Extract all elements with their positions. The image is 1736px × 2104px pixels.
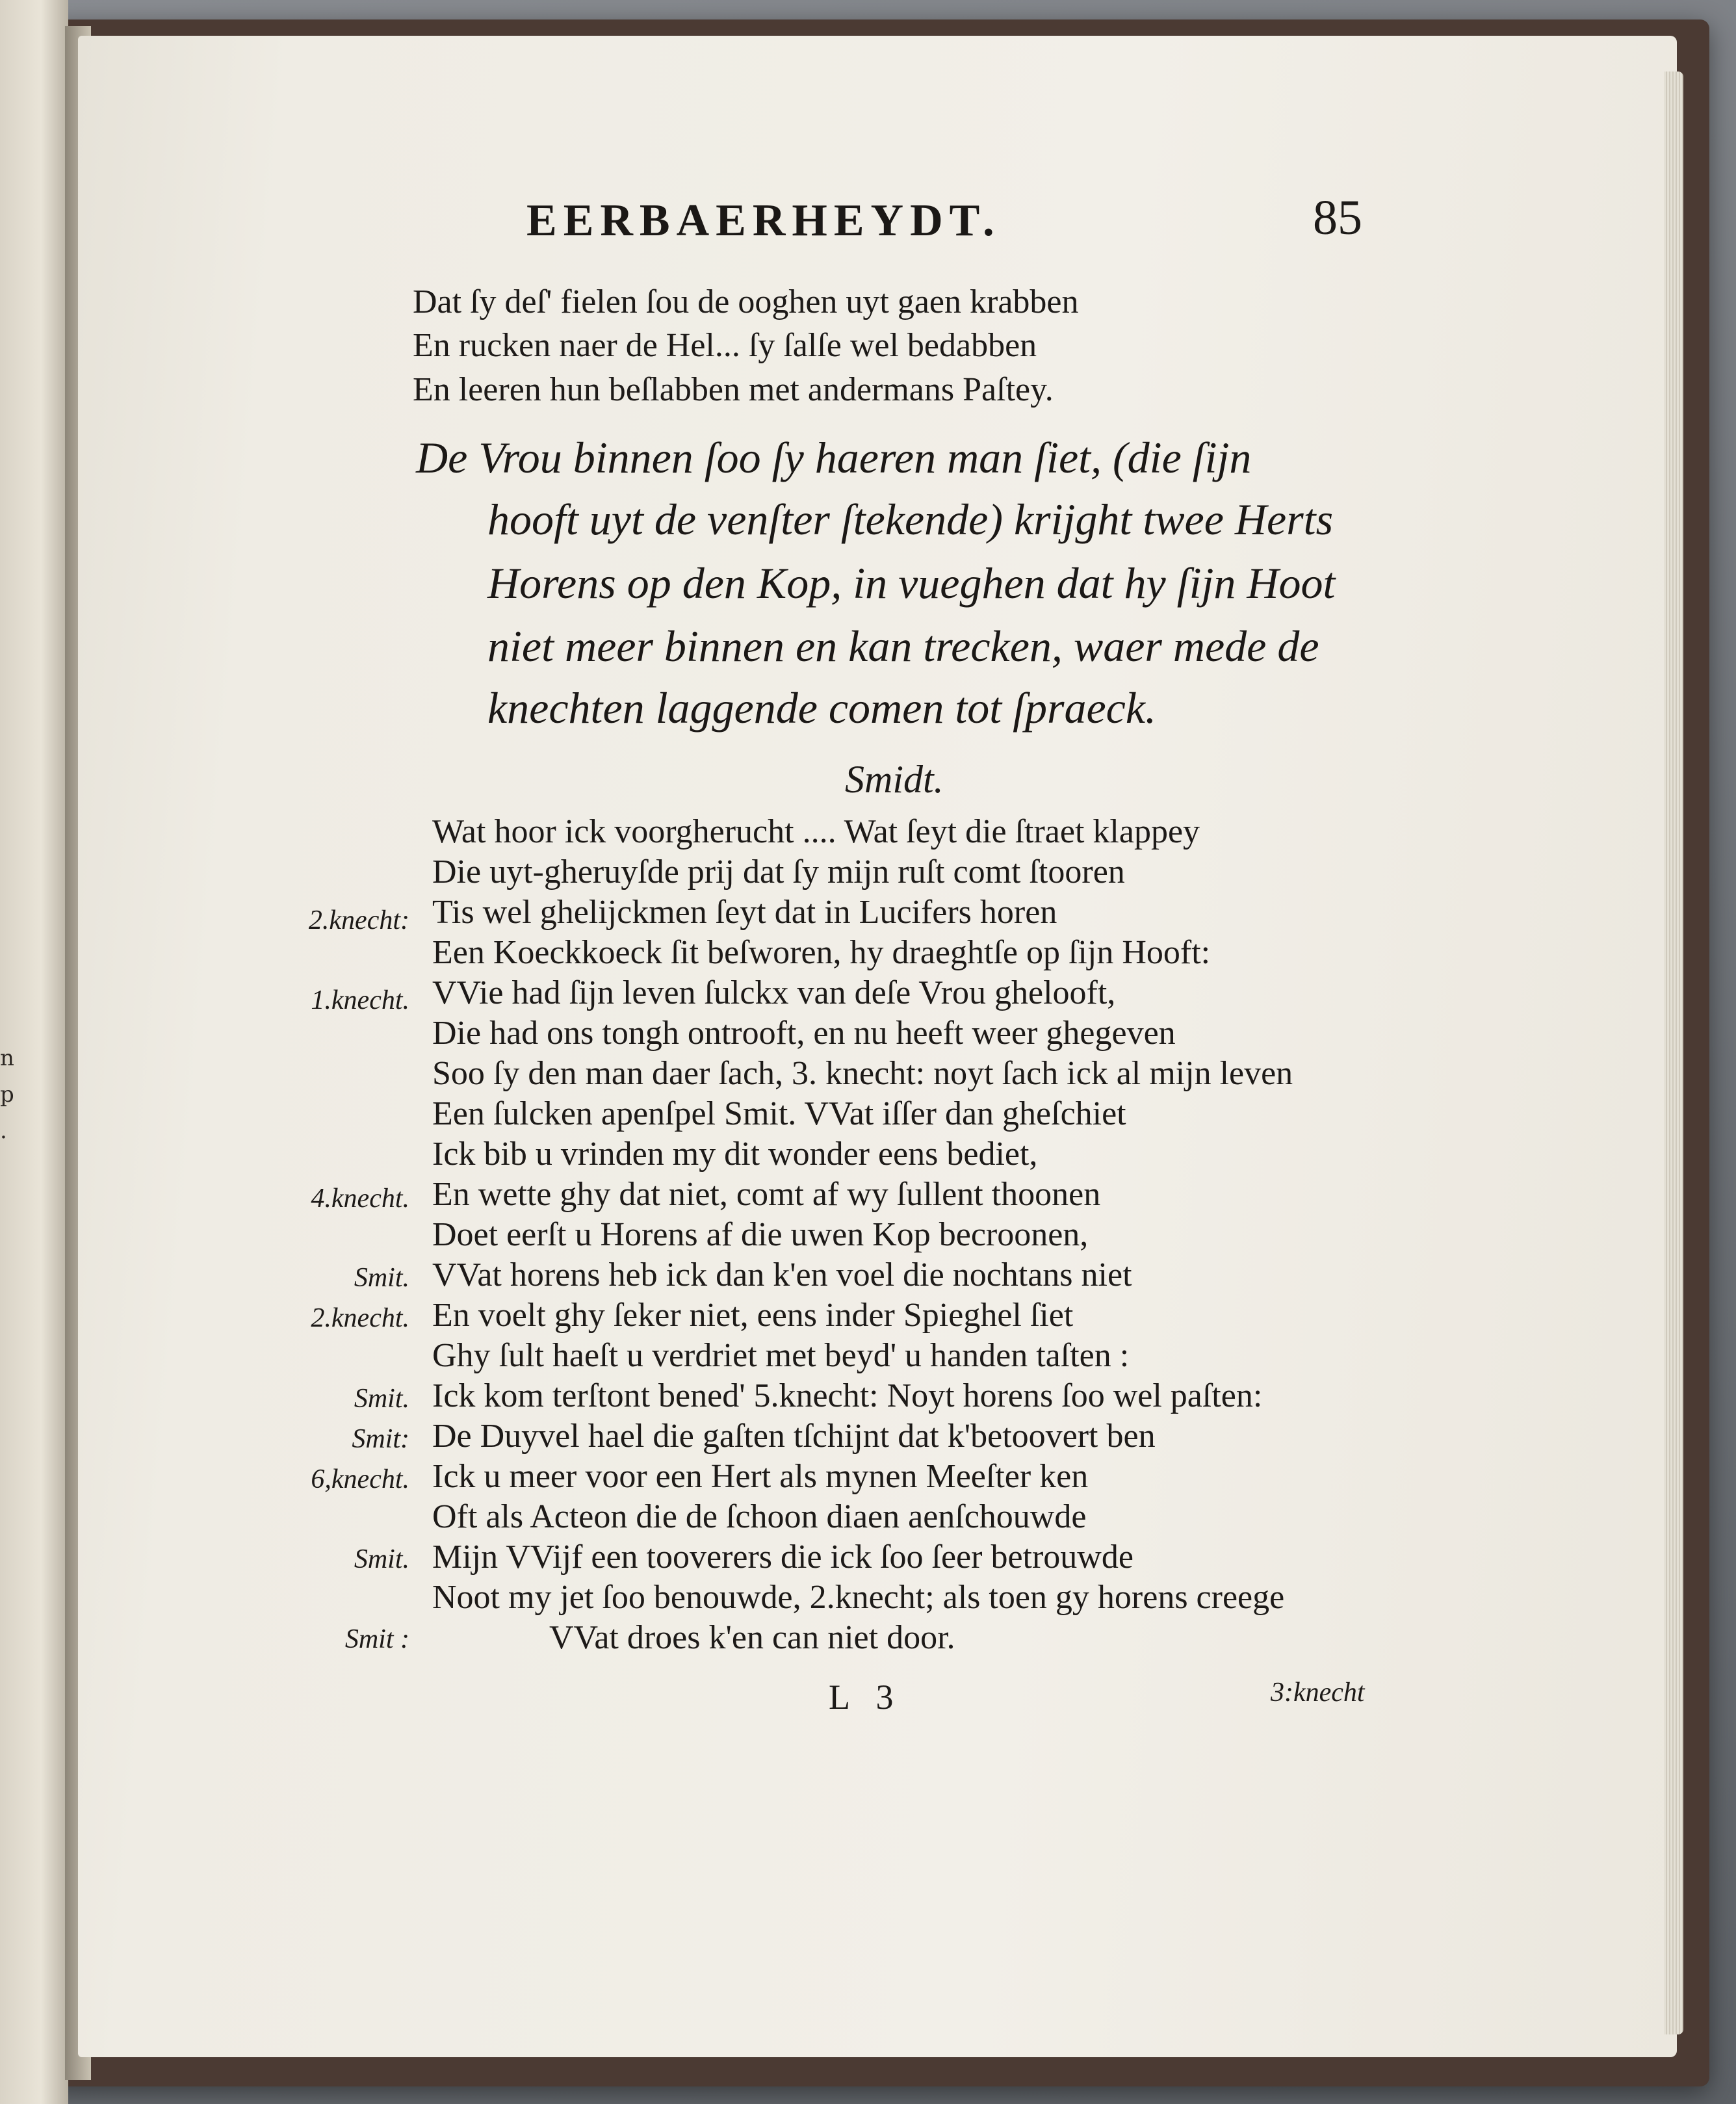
speaker-label: 6,knecht. [311,1464,409,1494]
dialogue-line: Ick bib u vrinden my dit wonder eens bediet, [432,1136,1038,1173]
dialogue-line: En wette ghy dat niet, comt af wy ſullent thoonen [432,1176,1101,1213]
catchword: 3:knecht [1271,1678,1365,1708]
speaker-label: Smit. [354,1263,409,1293]
dialogue-line: VVie had ſijn leven ſulckx van deſe Vrou ghelooft, [432,974,1116,1011]
page-number: 85 [1313,190,1362,245]
left-page-edge [0,0,68,2104]
stage-direction-line: hooft uyt de venſter ſtekende) krijght twee Herts [487,495,1334,544]
dialogue-line: Noot my jet ſoo benouwde, 2.knecht; als toen gy horens creege [432,1579,1285,1616]
dialogue-line: Ghy ſult haeſt u verdriet met beyd' u handen taſten : [432,1337,1130,1374]
dialogue-line: De Duyvel hael die gaſten tſchijnt dat k'betoovert ben [432,1418,1156,1455]
dialogue-line: Ick u meer voor een Hert als mynen Meeſter ken [432,1458,1089,1495]
speaker-label: 2.knecht. [311,1303,409,1333]
dialogue-line: Die uyt-gheruyſde prij dat ſy mijn ruſt comt ſtooren [432,853,1125,890]
verse-line: En rucken naer de Hel... ſy ſalſe wel bedabben [413,327,1037,364]
verse-line: En leeren hun beſlabben met andermans Paſtey. [413,371,1054,408]
signature-mark: L 3 [829,1678,903,1717]
dialogue-line: Een Koeckkoeck ſit beſworen, hy draeghtſe op ſijn Hooft: [432,934,1211,971]
dialogue-line: VVat droes k'en can niet door. [549,1619,955,1656]
verse-line: Dat ſy deſ' fielen ſou de ooghen uyt gaen krabben [413,283,1079,320]
page-block-edge [1664,71,1683,2034]
speaker-label: Smit. [354,1544,409,1574]
dialogue-line: Doet eerſt u Horens af die uwen Kop becroonen, [432,1216,1089,1253]
speaker-heading: Smidt. [845,758,944,801]
left-mark: . [0,1118,7,1144]
stage-direction-line: knechten laggende comen tot ſpraeck. [487,683,1157,733]
running-head: EERBAERHEYDT. [526,196,1001,246]
stage-direction-line: De Vrou binnen ſoo ſy haeren man ſiet, (die ſijn [416,433,1252,482]
dialogue-line: Soo ſy den man daer ſach, 3. knecht: noyt ſach ick al mijn leven [432,1055,1293,1092]
dialogue-line: Tis wel ghelijckmen ſeyt dat in Lucifers horen [432,894,1057,931]
speaker-label: 2.knecht: [308,905,409,935]
dialogue-line: Die had ons tongh ontrooft, en nu heeft weer ghegeven [432,1015,1176,1052]
speaker-label: Smit: [352,1424,409,1454]
dialogue-line: Een ſulcken apenſpel Smit. VVat iſſer dan gheſchiet [432,1095,1126,1132]
stage-direction-line: niet meer binnen en kan trecken, waer mede de [487,621,1319,671]
left-mark: p [0,1082,14,1108]
left-mark: n [0,1045,14,1071]
dialogue-line: Ick kom terſtont bened' 5.knecht: Noyt horens ſoo wel paſten: [432,1377,1263,1414]
speaker-label: 4.knecht. [311,1184,409,1214]
left-page-fragments [0,1040,19,1149]
dialogue-line: Oft als Acteon die de ſchoon diaen aenſchouwde [432,1498,1087,1535]
dialogue-line: VVat horens heb ick dan k'en voel die nochtans niet [432,1256,1132,1293]
dialogue-line: Wat hoor ick voorgherucht .... Wat ſeyt die ſtraet klappey [432,813,1200,850]
stage-direction-line: Horens op den Kop, in vueghen dat hy ſijn Hoot [487,558,1336,608]
speaker-label: Smit. [354,1384,409,1414]
dialogue-line: Mijn VVijf een tooverers die ick ſoo ſeer betrouwde [432,1539,1134,1576]
speaker-label: 1.knecht. [311,985,409,1015]
speaker-label: Smit : [344,1624,409,1654]
dialogue-line: En voelt ghy ſeker niet, eens inder Spieghel ſiet [432,1297,1074,1334]
